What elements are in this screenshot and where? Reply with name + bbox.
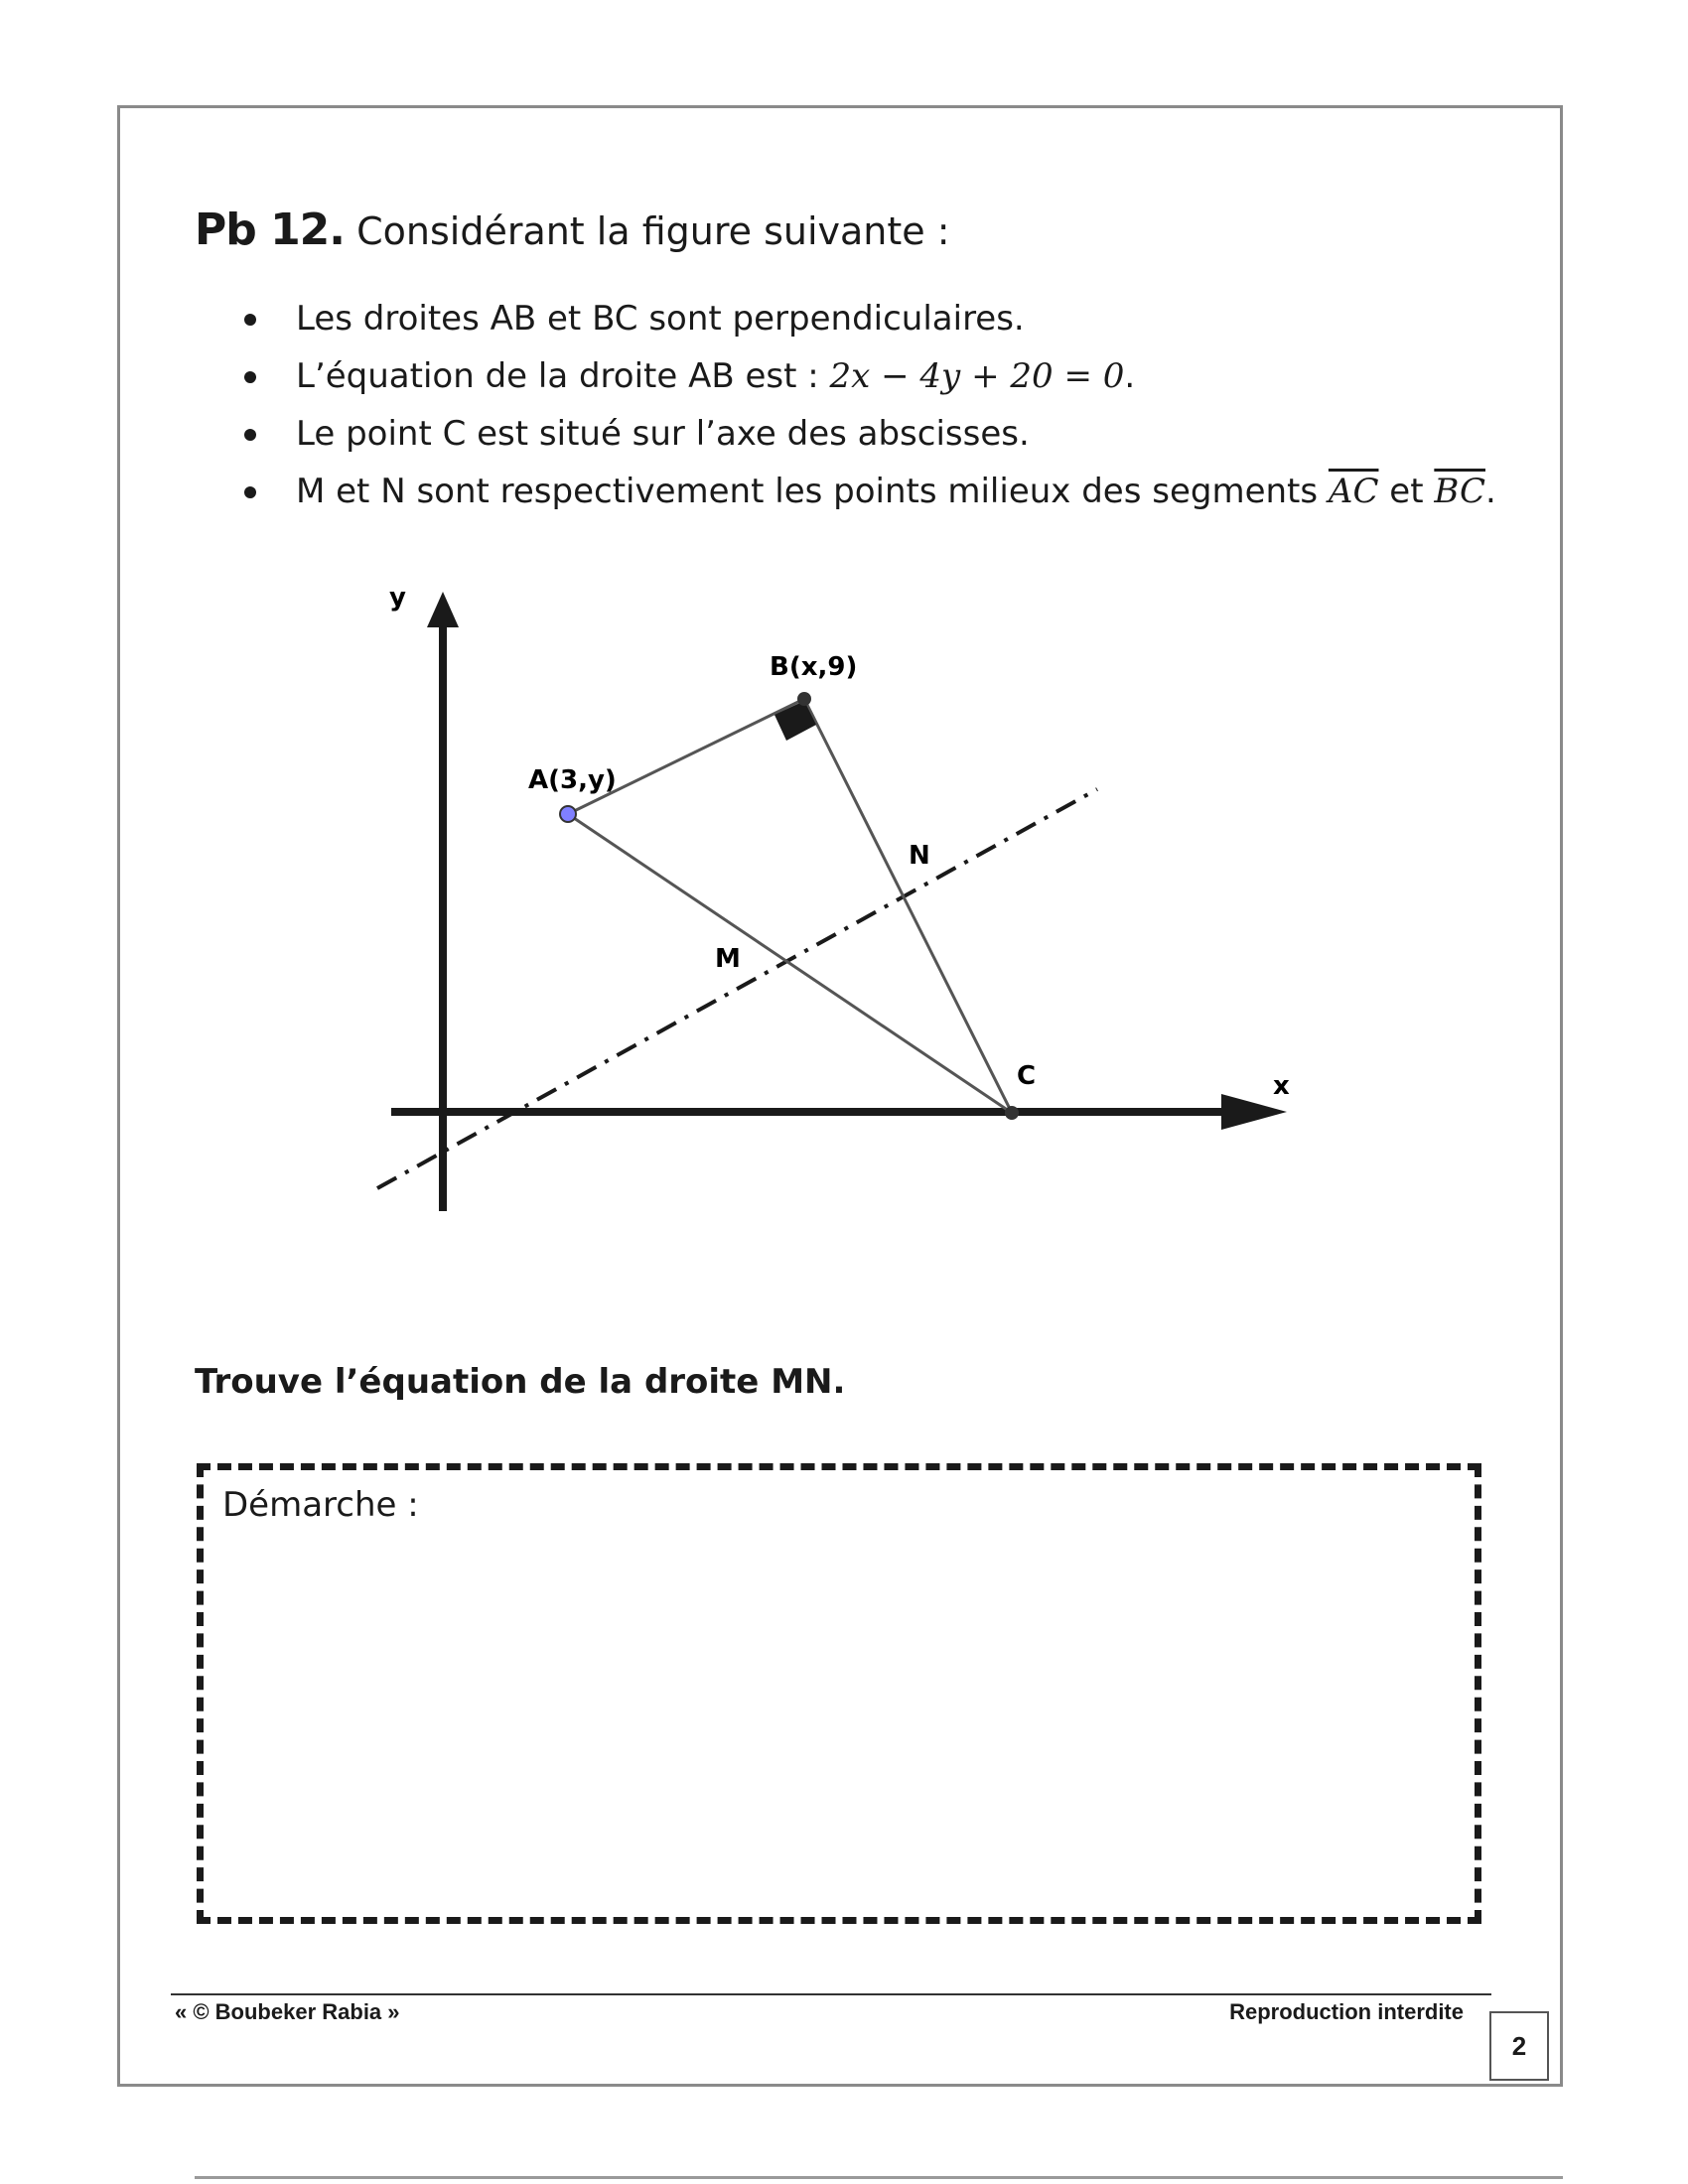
- bottom-rule: [195, 2176, 1563, 2179]
- point-m-label: M: [715, 944, 741, 974]
- segment-bc: $\overline{BC}$: [1434, 472, 1485, 511]
- bullet-suffix: .: [1484, 472, 1496, 511]
- point-b: [797, 692, 811, 706]
- right-angle-marker: [774, 701, 816, 741]
- footer-notice: Reproduction interdite: [1229, 1999, 1464, 2024]
- y-axis-arrow-icon: [427, 592, 459, 627]
- segment-ab-line: [568, 699, 804, 814]
- axis-x-label: x: [1273, 1071, 1290, 1101]
- segment-ac-line: [568, 814, 1012, 1113]
- point-a: [560, 806, 576, 822]
- bullet-suffix: .: [1124, 356, 1136, 396]
- conditions-list: [238, 290, 1496, 520]
- line-mn: [377, 789, 1097, 1188]
- axis-y-label: y: [389, 583, 406, 613]
- geometry-figure: [357, 576, 1311, 1231]
- segment-bc-line: [804, 699, 1012, 1113]
- page-number: 2: [1489, 2011, 1549, 2081]
- footer-divider: [171, 1993, 1491, 1995]
- bullet-connector: et: [1378, 472, 1435, 511]
- question-text: Trouve l’équation de la droite MN.: [195, 1362, 846, 1402]
- point-c: [1005, 1106, 1019, 1120]
- footer-copyright: « © Boubeker Rabia »: [175, 1999, 400, 2024]
- problem-title: [195, 205, 950, 255]
- point-a-label: A(3,y): [528, 765, 617, 795]
- problem-number: Pb 12.: [195, 205, 346, 255]
- point-c-label: C: [1017, 1061, 1037, 1091]
- segment-ac: $\overline{AC}$: [1328, 472, 1379, 511]
- bullet-text: L’équation de la droite AB est :: [296, 356, 830, 396]
- equation-ab: 2x − 4y + 20 = 0: [829, 356, 1125, 396]
- list-item: [238, 290, 1496, 347]
- bullet-text: M et N sont respectivement les points milieux des segments: [296, 472, 1329, 511]
- bullet-text: Les droites AB et BC sont perpendiculaires.: [296, 299, 1025, 339]
- point-n-label: N: [909, 841, 930, 871]
- list-item: [238, 463, 1496, 520]
- answer-box-label: Démarche :: [222, 1485, 419, 1525]
- answer-box[interactable]: [197, 1463, 1481, 1924]
- problem-intro: Considérant la figure suivante :: [345, 209, 950, 253]
- point-b-label: B(x,9): [770, 652, 858, 682]
- bullet-text: Le point C est situé sur l’axe des abscisses.: [296, 414, 1030, 454]
- list-item: [238, 347, 1496, 405]
- list-item: [238, 405, 1496, 463]
